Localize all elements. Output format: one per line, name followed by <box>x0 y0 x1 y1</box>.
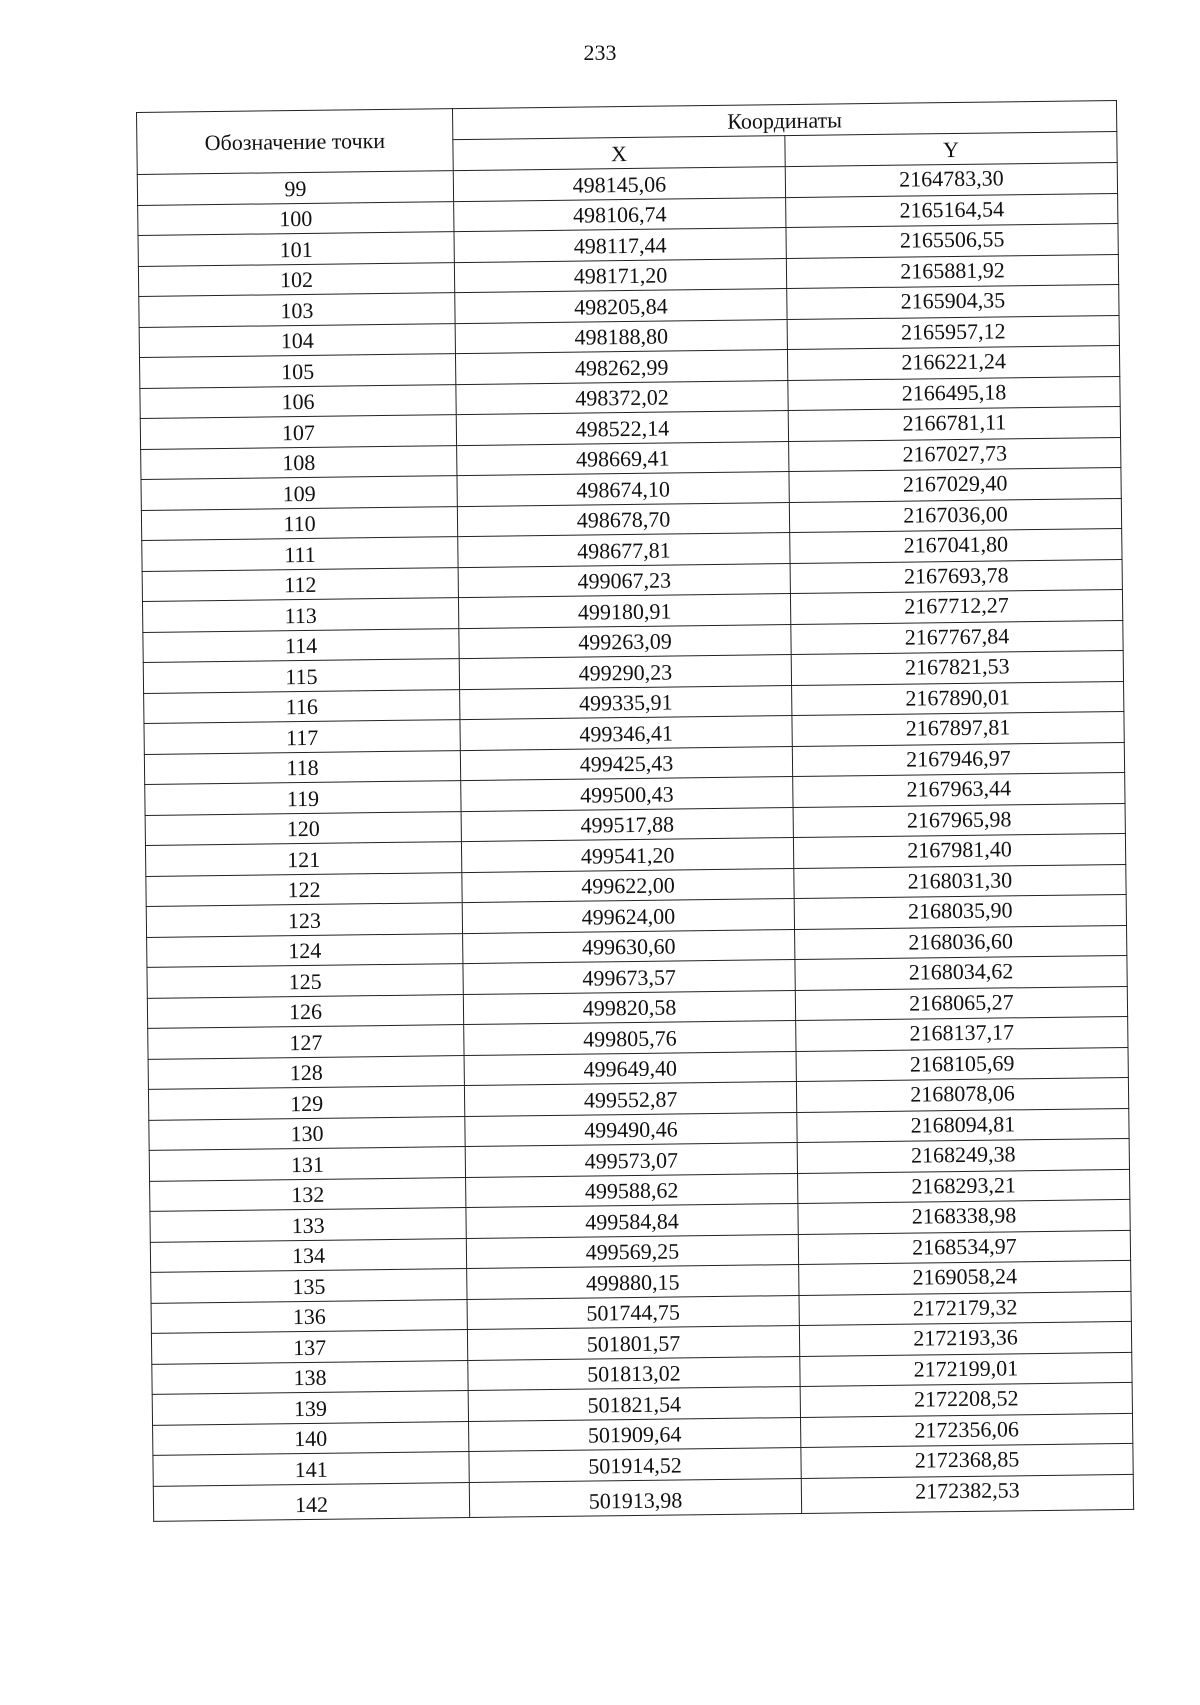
y-cell: 2167036,00 <box>789 498 1121 533</box>
point-cell: 137 <box>151 1330 467 1364</box>
y-cell: 2167897,81 <box>792 711 1124 746</box>
y-cell: 2165904,35 <box>787 285 1119 320</box>
y-cell: 2167693,78 <box>790 559 1122 594</box>
table-body <box>137 163 1133 1521</box>
point-cell: 102 <box>138 262 454 296</box>
x-cell: 499624,00 <box>462 899 794 934</box>
y-cell: 2169058,24 <box>799 1260 1131 1295</box>
y-cell: 2172356,06 <box>800 1413 1132 1448</box>
y-cell: 2168034,62 <box>795 955 1127 990</box>
y-cell: 2167981,40 <box>793 833 1125 868</box>
point-cell: 119 <box>145 781 461 815</box>
x-cell: 499517,88 <box>461 807 793 842</box>
point-cell: 141 <box>153 1452 469 1486</box>
x-cell: 499820,58 <box>463 990 795 1025</box>
point-cell: 131 <box>149 1147 465 1181</box>
x-cell: 498262,99 <box>455 350 787 385</box>
point-cell: 133 <box>150 1208 466 1242</box>
point-cell: 109 <box>141 476 457 510</box>
point-cell: 108 <box>141 445 457 479</box>
point-cell: 130 <box>149 1116 465 1150</box>
x-cell: 498372,02 <box>456 380 788 415</box>
y-cell: 2164783,30 <box>785 163 1117 198</box>
y-cell: 2166495,18 <box>788 376 1120 411</box>
x-cell: 499622,00 <box>462 868 794 903</box>
point-column-header: Обозначение точки <box>137 109 454 175</box>
point-cell: 138 <box>152 1360 468 1394</box>
y-cell: 2167890,01 <box>792 681 1124 716</box>
x-cell: 501821,54 <box>468 1386 800 1421</box>
y-cell: 2165164,54 <box>786 193 1118 228</box>
point-cell: 121 <box>145 842 461 876</box>
coordinates-table <box>136 100 1134 1521</box>
x-cell: 499630,60 <box>463 929 795 964</box>
x-cell: 498171,20 <box>454 258 786 293</box>
x-cell: 501913,98 <box>469 1478 801 1517</box>
x-cell: 499290,23 <box>459 655 791 690</box>
coordinates-column-header: Координаты <box>452 101 1116 140</box>
point-cell: 112 <box>142 567 458 601</box>
point-cell: 101 <box>138 232 454 266</box>
x-cell: 501801,57 <box>467 1325 799 1360</box>
x-cell: 499880,15 <box>467 1264 799 1299</box>
y-cell: 2168338,98 <box>798 1199 1130 1234</box>
x-cell: 499490,46 <box>465 1112 797 1147</box>
x-cell: 499180,91 <box>458 594 790 629</box>
x-cell: 501909,64 <box>469 1417 801 1452</box>
point-cell: 115 <box>143 659 459 693</box>
point-cell: 134 <box>150 1238 466 1272</box>
x-cell: 498669,41 <box>457 441 789 476</box>
point-cell: 132 <box>150 1177 466 1211</box>
y-cell: 2167027,73 <box>789 437 1121 472</box>
y-column-header: Y <box>785 132 1117 167</box>
point-cell: 106 <box>140 384 456 418</box>
y-cell: 2167712,27 <box>790 589 1122 624</box>
x-cell: 498145,06 <box>453 167 785 202</box>
point-cell: 139 <box>152 1391 468 1425</box>
x-cell: 498188,80 <box>455 319 787 354</box>
x-cell: 501914,52 <box>469 1447 801 1482</box>
point-cell: 105 <box>139 354 455 388</box>
x-cell: 499067,23 <box>458 563 790 598</box>
x-cell: 499588,62 <box>466 1173 798 1208</box>
x-cell: 499649,40 <box>464 1051 796 1086</box>
point-cell: 123 <box>146 903 462 937</box>
point-cell: 104 <box>139 323 455 357</box>
y-cell: 2168105,69 <box>796 1047 1128 1082</box>
x-cell: 498205,84 <box>455 289 787 324</box>
y-cell: 2167963,44 <box>793 772 1125 807</box>
point-cell: 129 <box>148 1086 464 1120</box>
x-cell: 499573,07 <box>465 1142 797 1177</box>
point-cell: 125 <box>147 964 463 998</box>
x-cell: 499500,43 <box>461 777 793 812</box>
coordinates-sheet <box>136 100 1134 1521</box>
x-cell: 499673,57 <box>463 960 795 995</box>
x-cell: 499263,09 <box>459 624 791 659</box>
y-cell: 2166781,11 <box>788 406 1120 441</box>
point-cell: 110 <box>141 506 457 540</box>
y-cell: 2168065,27 <box>795 986 1127 1021</box>
y-cell: 2165881,92 <box>786 254 1118 289</box>
x-cell: 499805,76 <box>464 1021 796 1056</box>
point-cell: 120 <box>145 811 461 845</box>
y-cell: 2168137,17 <box>796 1016 1128 1051</box>
point-cell: 136 <box>151 1299 467 1333</box>
point-cell: 114 <box>143 628 459 662</box>
point-cell: 124 <box>147 933 463 967</box>
y-cell: 2168078,06 <box>796 1077 1128 1112</box>
y-cell: 2168094,81 <box>797 1108 1129 1143</box>
y-cell: 2165957,12 <box>787 315 1119 350</box>
x-cell: 498117,44 <box>454 228 786 263</box>
y-cell: 2167041,80 <box>790 528 1122 563</box>
y-cell: 2172382,53 <box>801 1474 1133 1513</box>
y-cell: 2172368,85 <box>801 1443 1133 1478</box>
y-cell: 2165506,55 <box>786 224 1118 259</box>
y-cell: 2167767,84 <box>791 620 1123 655</box>
point-cell: 128 <box>148 1055 464 1089</box>
point-cell: 103 <box>139 293 455 327</box>
point-cell: 127 <box>148 1025 464 1059</box>
point-cell: 117 <box>144 720 460 754</box>
x-cell: 499541,20 <box>461 838 793 873</box>
x-cell: 499552,87 <box>464 1082 796 1117</box>
y-cell: 2172208,52 <box>800 1382 1132 1417</box>
y-cell: 2168036,60 <box>795 925 1127 960</box>
x-cell: 498677,81 <box>458 533 790 568</box>
x-cell: 498678,70 <box>457 502 789 537</box>
x-cell: 499569,25 <box>466 1234 798 1269</box>
x-cell: 498106,74 <box>454 197 786 232</box>
x-cell: 499335,91 <box>460 685 792 720</box>
point-cell: 122 <box>146 872 462 906</box>
point-cell: 142 <box>153 1482 469 1521</box>
point-cell: 116 <box>144 689 460 723</box>
y-cell: 2168293,21 <box>798 1169 1130 1204</box>
point-cell: 126 <box>147 994 463 1028</box>
y-cell: 2167965,98 <box>793 803 1125 838</box>
x-cell: 501744,75 <box>467 1295 799 1330</box>
x-column-header: X <box>453 136 785 171</box>
point-cell: 140 <box>153 1421 469 1455</box>
y-cell: 2168031,30 <box>794 864 1126 899</box>
point-cell: 113 <box>142 598 458 632</box>
y-cell: 2167029,40 <box>789 467 1121 502</box>
y-cell: 2167821,53 <box>791 650 1123 685</box>
x-cell: 499584,84 <box>466 1203 798 1238</box>
x-cell: 498522,14 <box>456 411 788 446</box>
y-cell: 2172199,01 <box>800 1352 1132 1387</box>
x-cell: 501813,02 <box>468 1356 800 1391</box>
point-cell: 118 <box>144 750 460 784</box>
y-cell: 2172179,32 <box>799 1291 1131 1326</box>
point-cell: 99 <box>137 171 453 205</box>
y-cell: 2166221,24 <box>787 346 1119 381</box>
y-cell: 2167946,97 <box>792 742 1124 777</box>
x-cell: 499346,41 <box>460 716 792 751</box>
point-cell: 100 <box>138 201 454 235</box>
point-cell: 107 <box>140 415 456 449</box>
y-cell: 2172193,36 <box>799 1321 1131 1356</box>
x-cell: 498674,10 <box>457 472 789 507</box>
page-number: 233 <box>583 40 617 65</box>
y-cell: 2168534,97 <box>798 1230 1130 1265</box>
y-cell: 2168249,38 <box>797 1138 1129 1173</box>
point-cell: 111 <box>142 537 458 571</box>
y-cell: 2168035,90 <box>794 894 1126 929</box>
point-cell: 135 <box>151 1269 467 1303</box>
x-cell: 499425,43 <box>460 746 792 781</box>
